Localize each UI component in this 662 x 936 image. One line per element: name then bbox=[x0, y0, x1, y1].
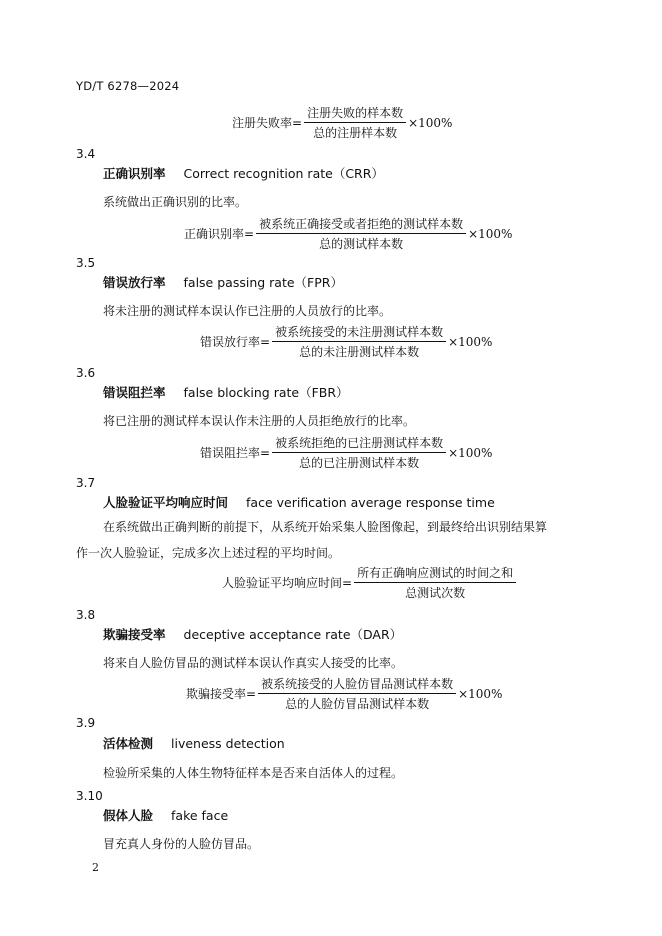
numerator: 被系统正确接受或者拒绝的测试样本数 bbox=[256, 215, 466, 234]
equals-sign: = bbox=[244, 226, 255, 241]
term-en: fake face bbox=[171, 808, 229, 823]
term-zh: 错误放行率 bbox=[103, 275, 166, 290]
term-zh: 人脸验证平均响应时间 bbox=[103, 495, 229, 510]
definition: 在系统做出正确判断的前提下，从系统开始采集人脸图像起，到最终给出识别结果算作一次人脸验证，完成多次上述过程的平均时间。 bbox=[76, 520, 548, 560]
denominator: 总测试次数 bbox=[405, 586, 466, 600]
section-number: 3.9 bbox=[76, 716, 96, 730]
denominator: 总的人脸仿冒品测试样本数 bbox=[285, 697, 430, 711]
term-en: false blocking rate（FBR） bbox=[183, 385, 349, 400]
numerator: 所有正确响应测试的时间之和 bbox=[354, 564, 516, 583]
term-zh: 欺骗接受率 bbox=[103, 627, 166, 642]
term-heading bbox=[103, 493, 495, 511]
denominator: 总的未注册测试样本数 bbox=[299, 345, 420, 359]
section-number: 3.10 bbox=[76, 789, 103, 803]
denominator: 总的测试样本数 bbox=[319, 237, 404, 251]
denominator: 总的注册样本数 bbox=[313, 126, 398, 140]
fraction bbox=[304, 104, 406, 141]
formula-correct-recognition-rate bbox=[184, 215, 512, 252]
formula-lhs: 错误阻拦率 bbox=[200, 446, 261, 460]
equals-sign: = bbox=[246, 686, 257, 701]
section-number: 3.5 bbox=[76, 256, 96, 270]
term-heading bbox=[103, 273, 343, 291]
definition: 将未注册的测试样本误认作已注册的人员放行的比率。 bbox=[103, 304, 392, 318]
numerator: 被系统拒绝的已注册测试样本数 bbox=[272, 434, 446, 453]
numerator: 被系统接受的未注册测试样本数 bbox=[272, 323, 446, 342]
term-en: Correct recognition rate（CRR） bbox=[183, 166, 384, 181]
document-id: YD/T 6278—2024 bbox=[76, 79, 180, 93]
section-number: 3.7 bbox=[76, 476, 96, 490]
fraction bbox=[258, 675, 456, 712]
section-number: 3.6 bbox=[76, 366, 96, 380]
term-en: liveness detection bbox=[171, 736, 285, 751]
term-en: face verification average response time bbox=[246, 495, 495, 510]
multiplier: ×100% bbox=[468, 226, 513, 241]
term-zh: 正确识别率 bbox=[103, 166, 166, 181]
formula-lhs: 错误放行率 bbox=[200, 335, 261, 349]
definition: 将已注册的测试样本误认作未注册的人员拒绝放行的比率。 bbox=[103, 414, 416, 428]
term-en: deceptive acceptance rate（DAR） bbox=[183, 627, 403, 642]
term-zh: 假体人脸 bbox=[103, 808, 154, 823]
multiplier: ×100% bbox=[448, 445, 493, 460]
term-zh: 错误阻拦率 bbox=[103, 385, 166, 400]
term-heading bbox=[103, 806, 228, 824]
term-heading bbox=[103, 383, 349, 401]
formula-registration-failure-rate bbox=[232, 104, 452, 141]
multiplier: ×100% bbox=[458, 686, 503, 701]
formula-lhs: 欺骗接受率 bbox=[186, 687, 247, 701]
term-heading bbox=[103, 625, 402, 643]
equals-sign: = bbox=[260, 445, 271, 460]
definition: 系统做出正确识别的比率。 bbox=[103, 195, 248, 209]
numerator: 注册失败的样本数 bbox=[304, 104, 406, 123]
multiplier: ×100% bbox=[448, 334, 493, 349]
formula-lhs: 正确识别率 bbox=[184, 227, 245, 241]
definition: 检验所采集的人体生物特征样本是否来自活体人的过程。 bbox=[103, 766, 404, 780]
fraction bbox=[354, 564, 516, 601]
equals-sign: = bbox=[342, 575, 353, 590]
formula-average-response-time bbox=[222, 564, 518, 601]
formula-false-blocking-rate bbox=[200, 434, 492, 471]
formula-lhs: 人脸验证平均响应时间 bbox=[222, 576, 343, 590]
formula-deceptive-acceptance-rate bbox=[186, 675, 502, 712]
term-heading bbox=[103, 164, 384, 182]
section-number: 3.4 bbox=[76, 147, 96, 161]
fraction bbox=[272, 434, 446, 471]
section-number: 3.8 bbox=[76, 608, 96, 622]
equals-sign: = bbox=[292, 115, 303, 130]
formula-false-passing-rate bbox=[200, 323, 492, 360]
fraction bbox=[272, 323, 446, 360]
multiplier: ×100% bbox=[408, 115, 453, 130]
fraction bbox=[256, 215, 466, 252]
equals-sign: = bbox=[260, 334, 271, 349]
formula-lhs: 注册失败率 bbox=[232, 116, 293, 130]
definition: 冒充真人身份的人脸仿冒品。 bbox=[103, 837, 260, 851]
term-heading bbox=[103, 734, 285, 752]
numerator: 被系统接受的人脸仿冒品测试样本数 bbox=[258, 675, 456, 694]
page-number: 2 bbox=[92, 861, 99, 874]
denominator: 总的已注册测试样本数 bbox=[299, 456, 420, 470]
term-en: false passing rate（FPR） bbox=[183, 275, 343, 290]
definition: 将来自人脸仿冒品的测试样本误认作真实人接受的比率。 bbox=[103, 656, 404, 670]
term-zh: 活体检测 bbox=[103, 736, 154, 751]
